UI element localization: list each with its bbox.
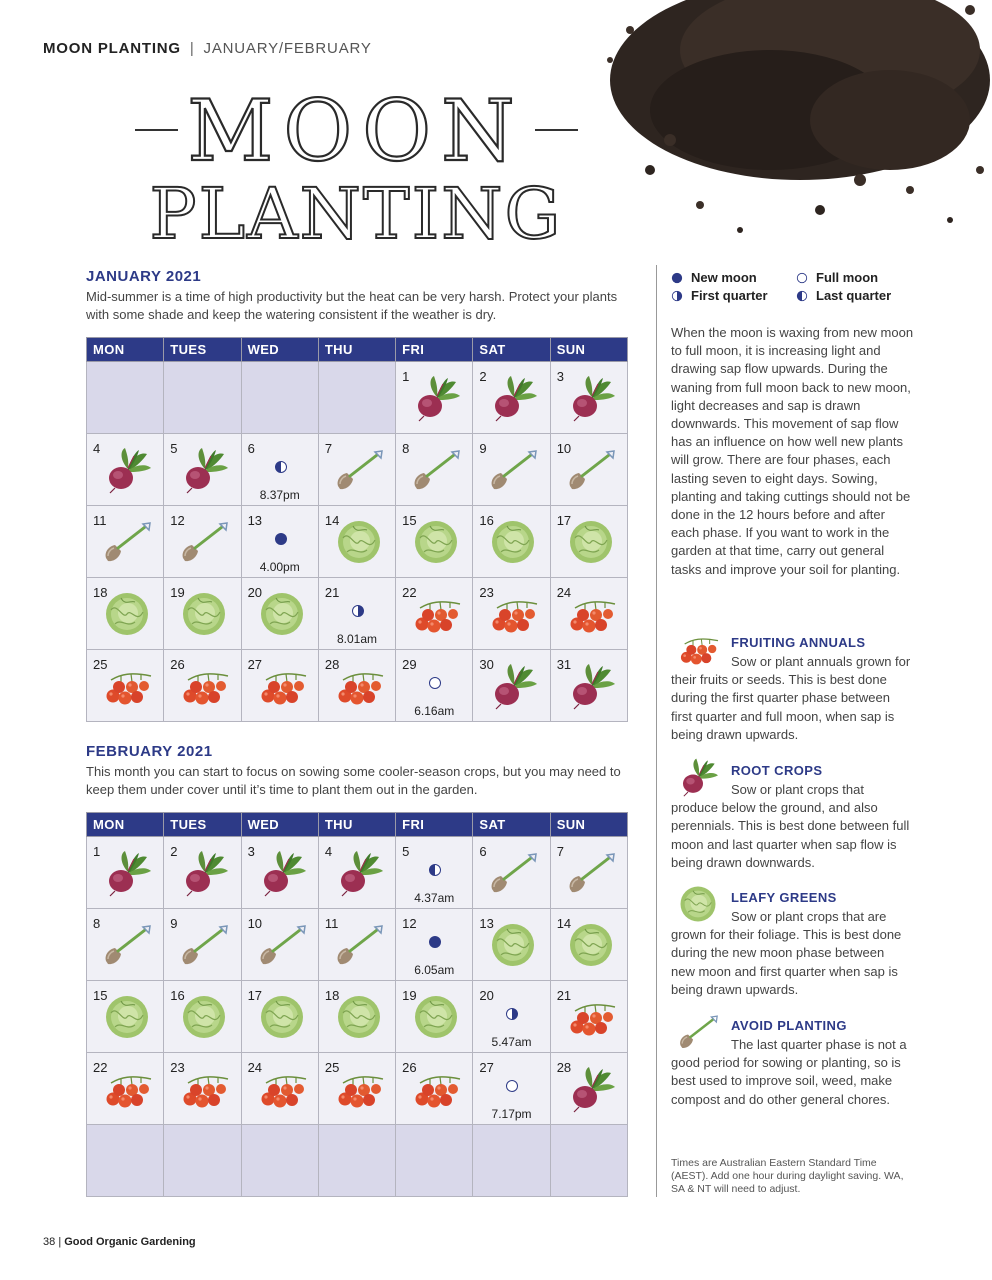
day-number: 24 bbox=[247, 1060, 263, 1075]
tomato-icon bbox=[410, 1065, 462, 1113]
day-number: 19 bbox=[402, 988, 417, 1003]
day-number: 4 bbox=[93, 441, 101, 456]
calendar-week-row bbox=[87, 650, 628, 722]
day-number: 11 bbox=[324, 916, 339, 931]
cabbage-icon bbox=[101, 590, 153, 638]
day-number: 23 bbox=[170, 1060, 185, 1075]
day-cell bbox=[473, 578, 550, 650]
day-number: 11 bbox=[93, 513, 107, 528]
day-number: 13 bbox=[479, 916, 494, 931]
day-cell bbox=[241, 650, 318, 722]
weekday-header: TUES bbox=[164, 338, 241, 362]
beetroot-icon bbox=[565, 1065, 617, 1113]
weekday-header-row bbox=[87, 813, 628, 837]
day-number: 8 bbox=[93, 916, 101, 931]
page-number: 38 bbox=[43, 1236, 56, 1248]
tomato-icon bbox=[178, 1065, 230, 1113]
day-number: 18 bbox=[324, 988, 340, 1003]
tomato-icon bbox=[256, 662, 308, 710]
day-cell bbox=[87, 1053, 164, 1125]
day-cell bbox=[318, 434, 395, 506]
day-cell bbox=[396, 578, 473, 650]
weekday-header: SAT bbox=[473, 338, 550, 362]
day-number: 12 bbox=[402, 916, 417, 931]
weekday-header: SUN bbox=[550, 813, 627, 837]
calendar-week-row bbox=[87, 909, 628, 981]
day-number: 15 bbox=[402, 513, 417, 528]
spade-icon bbox=[565, 849, 617, 897]
day-cell bbox=[550, 362, 627, 434]
spade-icon bbox=[178, 518, 230, 566]
spade-icon bbox=[101, 921, 153, 969]
calendar-week-row bbox=[87, 362, 628, 434]
day-number: 23 bbox=[479, 585, 494, 600]
weekday-header: FRI bbox=[396, 813, 473, 837]
day-number: 20 bbox=[247, 585, 263, 600]
empty-day-cell bbox=[550, 1125, 627, 1197]
empty-day-cell bbox=[473, 1125, 550, 1197]
day-number: 16 bbox=[479, 513, 494, 528]
section-body: Sow or plant annuals grown for their fruits or seeds. This is best done during the first quarter phase between first quarter and full moon, when sap is being drawn upwards. bbox=[671, 654, 911, 742]
day-number: 1 bbox=[402, 369, 410, 384]
beetroot-icon bbox=[410, 374, 462, 422]
title-line-1: MOON bbox=[187, 82, 525, 180]
spade-icon bbox=[178, 921, 230, 969]
day-cell bbox=[318, 650, 395, 722]
weekday-header: THU bbox=[318, 338, 395, 362]
legend-new-moon-label: New moon bbox=[691, 270, 757, 285]
phase-time: 4.37am bbox=[414, 891, 455, 905]
legend-last-quarter-label: Last quarter bbox=[816, 288, 892, 303]
intro-text: When the moon is waxing from new moon to full moon, it is increasing light and drawing sap flow upwards. During the waning from full moon back to new moon, light decreases and sap is drawn downwards. This movement of sap flow has an influence on how well new plants will grow. There are four phases, each lasting seven to eight days. Sowing, planting and taking cuttings should not be done in the 12 hours before and after each phase. If you want to work in the garden at that time, carry out general tasks and improve your soil for planting. bbox=[671, 325, 914, 577]
beetroot-icon bbox=[101, 849, 153, 897]
day-number: 6 bbox=[479, 844, 487, 859]
day-cell bbox=[87, 650, 164, 722]
tomato-icon bbox=[410, 590, 462, 638]
day-cell bbox=[318, 1053, 395, 1125]
day-cell bbox=[473, 434, 550, 506]
footer-separator: | bbox=[58, 1236, 62, 1248]
beetroot-icon bbox=[256, 849, 308, 897]
phase-time: 7.17pm bbox=[491, 1107, 532, 1121]
day-number: 9 bbox=[170, 916, 178, 931]
empty-day-cell bbox=[87, 1125, 164, 1197]
spade-icon bbox=[487, 446, 539, 494]
weekday-header: THU bbox=[318, 813, 395, 837]
weekday-header: SAT bbox=[473, 813, 550, 837]
day-number: 14 bbox=[556, 916, 572, 931]
empty-day-cell bbox=[164, 1125, 241, 1197]
january-calendar bbox=[86, 337, 628, 722]
phase-time: 8.01am bbox=[336, 632, 377, 646]
day-number: 1 bbox=[93, 844, 101, 859]
day-number: 6 bbox=[247, 441, 255, 456]
soil-image bbox=[590, 0, 992, 250]
day-number: 21 bbox=[556, 988, 572, 1003]
day-number: 4 bbox=[324, 844, 333, 859]
legend-last-quarter bbox=[796, 288, 891, 303]
section-title: FRUITING ANNUALS bbox=[731, 635, 866, 650]
february-title: FEBRUARY 2021 bbox=[86, 743, 213, 760]
day-number: 16 bbox=[170, 988, 185, 1003]
cabbage-icon bbox=[487, 921, 539, 969]
day-cell bbox=[318, 506, 395, 578]
legend-first-quarter-label: First quarter bbox=[691, 288, 768, 303]
beetroot-icon bbox=[178, 849, 230, 897]
day-cell bbox=[318, 981, 395, 1053]
page-footer bbox=[43, 1236, 196, 1248]
section-body: Sow or plant crops that produce below the ground, and also perennials. This is best done between full moon and last quarter when sap flow is being drawn downwards. bbox=[671, 782, 910, 870]
day-number: 5 bbox=[170, 441, 178, 456]
day-cell bbox=[241, 837, 318, 909]
empty-day-cell bbox=[396, 1125, 473, 1197]
day-number: 14 bbox=[324, 513, 340, 528]
calendar-week-row bbox=[87, 506, 628, 578]
day-cell bbox=[473, 506, 550, 578]
cabbage-icon bbox=[565, 518, 617, 566]
tomato-icon bbox=[101, 1065, 153, 1113]
empty-day-cell bbox=[318, 1125, 395, 1197]
day-number: 31 bbox=[556, 657, 572, 672]
day-number: 28 bbox=[324, 657, 340, 672]
day-cell bbox=[396, 362, 473, 434]
weekday-header: SUN bbox=[550, 338, 627, 362]
section-body: The last quarter phase is not a good period for sowing or planting, so is best used to improve soil, weed, make compost and do other general chores. bbox=[671, 1037, 907, 1107]
tomato-icon bbox=[487, 590, 539, 638]
empty-day-cell bbox=[87, 362, 164, 434]
calendar-week-row bbox=[87, 578, 628, 650]
day-cell bbox=[241, 1053, 318, 1125]
day-cell bbox=[164, 909, 241, 981]
beetroot-icon bbox=[333, 849, 385, 897]
weekday-header: MON bbox=[87, 338, 164, 362]
section-title: ROOT CROPS bbox=[731, 763, 823, 778]
legend-full-moon bbox=[796, 270, 878, 285]
cabbage-icon bbox=[178, 993, 230, 1041]
weekday-header: MON bbox=[87, 813, 164, 837]
day-cell bbox=[241, 506, 318, 578]
day-cell bbox=[87, 981, 164, 1053]
day-cell bbox=[396, 434, 473, 506]
day-cell bbox=[550, 1053, 627, 1125]
cabbage-icon bbox=[410, 518, 462, 566]
spade-icon bbox=[565, 446, 617, 494]
day-number: 9 bbox=[479, 441, 487, 456]
spade-icon bbox=[487, 849, 539, 897]
full-moon-icon bbox=[796, 272, 808, 284]
day-cell bbox=[241, 909, 318, 981]
timezone-footnote: Times are Australian Eastern Standard Time (AEST). Add one hour during daylight saving. WA, SA & NT will need to adjust. bbox=[671, 1157, 904, 1195]
day-number: 26 bbox=[402, 1060, 417, 1075]
day-number: 20 bbox=[479, 988, 494, 1003]
february-calendar bbox=[86, 812, 628, 1197]
cabbage-icon bbox=[410, 993, 462, 1041]
day-cell bbox=[164, 1053, 241, 1125]
phase-time: 5.47am bbox=[491, 1035, 532, 1049]
phase-time: 6.05am bbox=[414, 963, 455, 977]
day-cell bbox=[87, 578, 164, 650]
weekday-header: WED bbox=[241, 813, 318, 837]
day-cell bbox=[164, 578, 241, 650]
new-moon-icon bbox=[274, 532, 288, 546]
empty-day-cell bbox=[318, 362, 395, 434]
weekday-header: TUES bbox=[164, 813, 241, 837]
day-number: 26 bbox=[170, 657, 185, 672]
cabbage-icon bbox=[101, 993, 153, 1041]
magazine-name: Good Organic Gardening bbox=[64, 1236, 196, 1248]
day-cell bbox=[550, 981, 627, 1053]
day-number: 5 bbox=[402, 844, 410, 859]
header-subtitle: JANUARY/FEBRUARY bbox=[203, 40, 372, 57]
day-number: 21 bbox=[324, 585, 340, 600]
day-cell bbox=[318, 909, 395, 981]
empty-day-cell bbox=[241, 362, 318, 434]
beetroot-icon bbox=[487, 662, 539, 710]
day-cell bbox=[550, 506, 627, 578]
day-cell bbox=[87, 434, 164, 506]
day-cell bbox=[473, 362, 550, 434]
february-description: This month you can start to focus on sowing some cooler-season crops, but you may need to keep them under cover until it’s time to plant them out in the garden. bbox=[86, 764, 621, 797]
day-number: 12 bbox=[170, 513, 185, 528]
tomato-icon bbox=[101, 662, 153, 710]
cabbage-icon bbox=[333, 518, 385, 566]
day-cell bbox=[87, 837, 164, 909]
weekday-header-row bbox=[87, 338, 628, 362]
day-cell bbox=[473, 1053, 550, 1125]
tomato-icon bbox=[565, 993, 617, 1041]
weekday-header: FRI bbox=[396, 338, 473, 362]
legend-new-moon bbox=[671, 270, 757, 285]
section-body: Sow or plant crops that are grown for their foliage. This is best done during the new moon phase between new moon and first quarter when sap is being drawn upwards. bbox=[671, 909, 902, 997]
day-number: 29 bbox=[402, 657, 417, 672]
phase-time: 4.00pm bbox=[259, 560, 300, 574]
phase-time: 8.37pm bbox=[259, 488, 300, 502]
beetroot-icon bbox=[178, 446, 230, 494]
calendar-week-row bbox=[87, 1125, 628, 1197]
day-cell bbox=[396, 837, 473, 909]
weekday-header: WED bbox=[241, 338, 318, 362]
day-cell bbox=[473, 909, 550, 981]
day-cell bbox=[550, 434, 627, 506]
day-cell bbox=[473, 981, 550, 1053]
day-cell bbox=[164, 434, 241, 506]
calendar-week-row bbox=[87, 434, 628, 506]
day-number: 13 bbox=[247, 513, 263, 528]
day-number: 30 bbox=[479, 657, 494, 672]
day-number: 15 bbox=[93, 988, 108, 1003]
column-divider bbox=[656, 265, 657, 1197]
first-quarter-icon bbox=[671, 290, 683, 302]
january-title: JANUARY 2021 bbox=[86, 268, 202, 285]
beetroot-icon bbox=[101, 446, 153, 494]
day-number: 2 bbox=[170, 844, 178, 859]
day-number: 24 bbox=[556, 585, 572, 600]
cabbage-icon bbox=[256, 993, 308, 1041]
day-number: 22 bbox=[93, 1060, 108, 1075]
day-number: 2 bbox=[479, 369, 487, 384]
legend-first-quarter bbox=[671, 288, 768, 303]
day-number: 17 bbox=[247, 988, 263, 1003]
day-cell bbox=[164, 837, 241, 909]
day-cell bbox=[87, 909, 164, 981]
day-cell bbox=[241, 981, 318, 1053]
tomato-icon bbox=[333, 1065, 385, 1113]
day-cell bbox=[318, 578, 395, 650]
day-number: 19 bbox=[170, 585, 185, 600]
spade-icon bbox=[333, 446, 385, 494]
calendar-week-row bbox=[87, 837, 628, 909]
header-section: MOON PLANTING bbox=[43, 40, 181, 57]
january-description: Mid-summer is a time of high productivity but the heat can be very harsh. Protect your plants with some shade and keep the watering consistent if the weather is dry. bbox=[86, 289, 618, 322]
day-number: 7 bbox=[324, 441, 333, 456]
spade-icon bbox=[333, 921, 385, 969]
beetroot-icon bbox=[565, 374, 617, 422]
day-cell bbox=[396, 909, 473, 981]
day-number: 25 bbox=[324, 1060, 340, 1075]
legend-full-moon-label: Full moon bbox=[816, 270, 879, 285]
day-cell bbox=[550, 650, 627, 722]
header-separator: | bbox=[189, 40, 195, 57]
day-cell bbox=[164, 981, 241, 1053]
spade-icon bbox=[410, 446, 462, 494]
day-cell bbox=[318, 837, 395, 909]
day-cell bbox=[164, 650, 241, 722]
new-moon-icon bbox=[428, 935, 442, 949]
calendar-week-row bbox=[87, 1053, 628, 1125]
day-cell bbox=[87, 506, 164, 578]
day-cell bbox=[550, 578, 627, 650]
day-number: 3 bbox=[556, 369, 564, 384]
day-cell bbox=[396, 1053, 473, 1125]
day-number: 22 bbox=[402, 585, 417, 600]
day-cell bbox=[396, 650, 473, 722]
tomato-icon bbox=[256, 1065, 308, 1113]
page-header bbox=[43, 40, 372, 57]
first-quarter-icon bbox=[351, 604, 365, 618]
spade-icon bbox=[101, 518, 153, 566]
day-number: 8 bbox=[402, 441, 410, 456]
full-moon-icon bbox=[428, 676, 442, 690]
day-number: 3 bbox=[247, 844, 255, 859]
first-quarter-icon bbox=[505, 1007, 519, 1021]
full-moon-icon bbox=[505, 1079, 519, 1093]
cabbage-icon bbox=[178, 590, 230, 638]
new-moon-icon bbox=[671, 272, 683, 284]
beetroot-icon bbox=[487, 374, 539, 422]
section-title: LEAFY GREENS bbox=[731, 890, 837, 905]
calendar-week-row bbox=[87, 981, 628, 1053]
tomato-icon bbox=[565, 590, 617, 638]
cabbage-icon bbox=[333, 993, 385, 1041]
page-title bbox=[130, 80, 600, 250]
tomato-icon bbox=[178, 662, 230, 710]
day-cell bbox=[241, 578, 318, 650]
cabbage-icon bbox=[487, 518, 539, 566]
day-cell bbox=[473, 837, 550, 909]
day-cell bbox=[164, 506, 241, 578]
last-quarter-icon bbox=[274, 460, 288, 474]
cabbage-icon bbox=[565, 921, 617, 969]
day-cell bbox=[473, 650, 550, 722]
day-number: 25 bbox=[93, 657, 108, 672]
day-cell bbox=[396, 981, 473, 1053]
day-cell bbox=[241, 434, 318, 506]
day-number: 27 bbox=[247, 657, 263, 672]
last-quarter-icon bbox=[796, 290, 808, 302]
beetroot-icon bbox=[565, 662, 617, 710]
title-line-2: PLANTING bbox=[149, 173, 563, 250]
day-cell bbox=[550, 909, 627, 981]
day-number: 10 bbox=[556, 441, 572, 456]
day-number: 27 bbox=[479, 1060, 494, 1075]
spade-icon bbox=[256, 921, 308, 969]
last-quarter-icon bbox=[428, 863, 442, 877]
day-cell bbox=[396, 506, 473, 578]
tomato-icon bbox=[333, 662, 385, 710]
cabbage-icon bbox=[256, 590, 308, 638]
section-title: AVOID PLANTING bbox=[731, 1018, 847, 1033]
day-number: 28 bbox=[556, 1060, 572, 1075]
day-cell bbox=[550, 837, 627, 909]
day-number: 18 bbox=[93, 585, 108, 600]
day-number: 10 bbox=[247, 916, 263, 931]
phase-time: 6.16am bbox=[414, 704, 455, 718]
empty-day-cell bbox=[241, 1125, 318, 1197]
day-number: 7 bbox=[556, 844, 564, 859]
day-number: 17 bbox=[556, 513, 572, 528]
empty-day-cell bbox=[164, 362, 241, 434]
